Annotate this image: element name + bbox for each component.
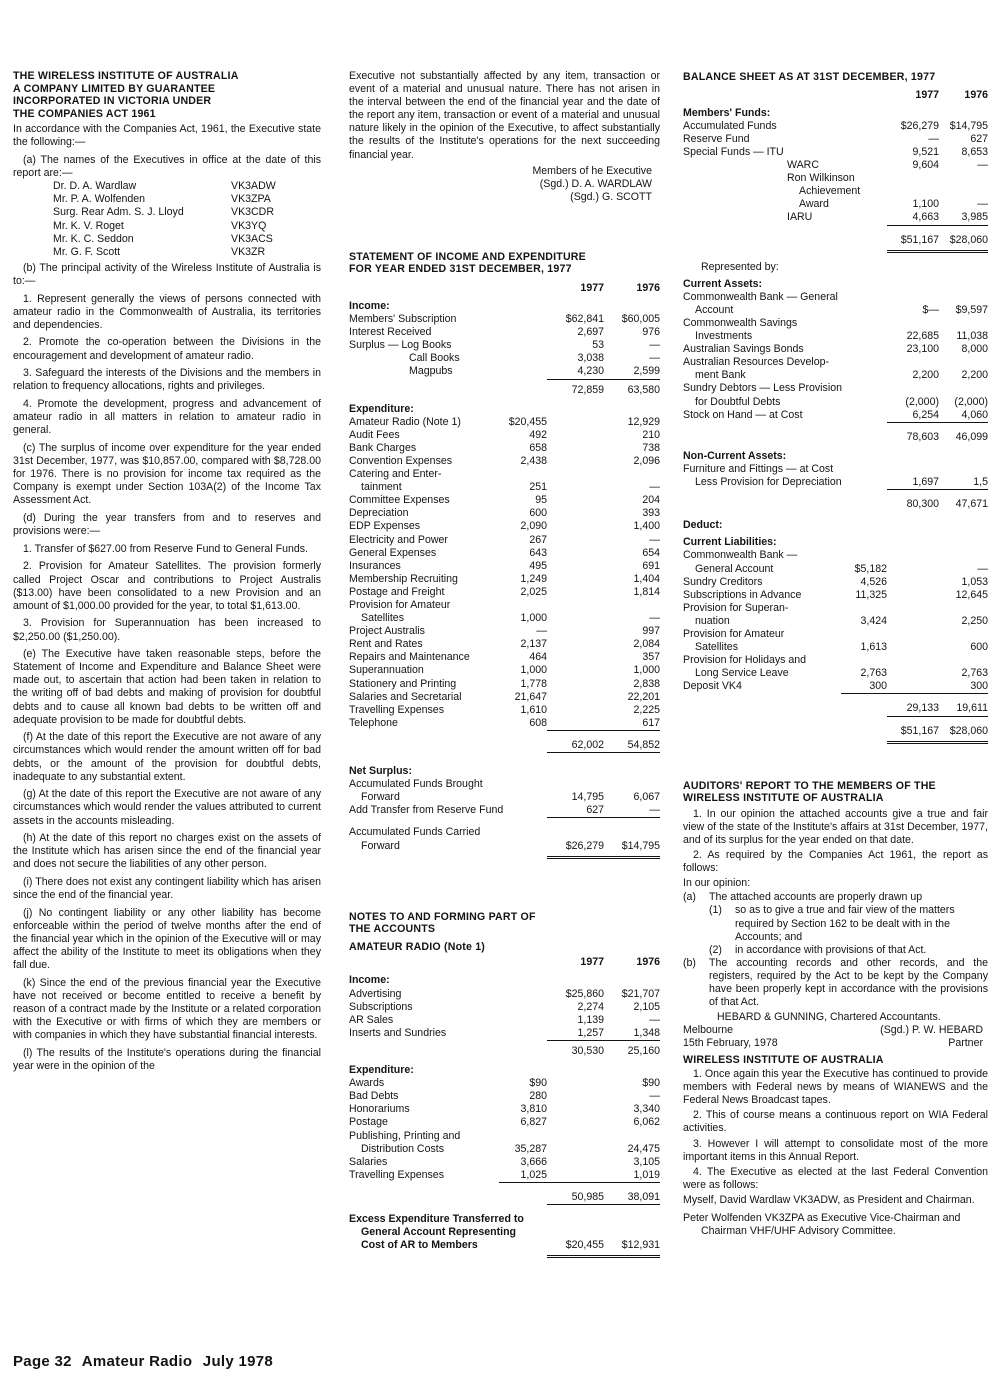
total-row: 29,133 19,611 [906,702,988,715]
table-row: IARU 4,663 3,985 [787,211,988,224]
paragraph: 3. However I will attempt to consolidate most of the more important items in this Annual Report. [683,1137,988,1163]
income-statement-table [349,282,660,859]
table-row: Provision for Holidays and [683,654,807,667]
table-row: Bad Debts 280 — [349,1090,660,1103]
section-label: Income: [349,974,390,987]
list-item: Mr. K. V. Roget VK3YQ [53,219,267,232]
opinion-list [683,891,988,1009]
paragraph: 2. As required by the Companies Act 1961, the report as follows: [683,849,988,875]
table-row: Add Transfer from Reserve Fund 627 — [349,804,660,817]
paragraph: (h) At the date of this report no charges exist on the assets of the Institute which has arisen since the end of the financial year and does not secure the liabilities of any other person. [13,832,321,871]
total-row: Forward $26,279 $14,795 [349,840,660,858]
year-header-row [349,282,660,296]
table-row: Catering and Enter- [349,468,442,481]
table-row: Achievement [799,185,861,198]
total-row: 80,300 47,671 [906,498,988,511]
signature-line: (Sgd.) G. SCOTT [570,190,652,203]
signature-line: (Sgd.) D. A. WARDLAW [539,177,652,190]
balance-sheet-column [683,70,988,1243]
table-row: Travelling Expenses 1,025 1,019 [349,1168,660,1181]
table-row: Membership Recruiting 1,249 1,404 [349,572,660,585]
paragraph: 1. Once again this year the Executive has continued to provide members with Federal news by means of WIANEWS and the Federal News Broadcast tapes. [683,1068,988,1107]
table-row: Distribution Costs 35,287 24,475 [361,1142,660,1155]
heading-line: INCORPORATED IN VICTORIA UNDER [13,95,212,108]
total-row: 30,530 25,160 [349,1040,660,1058]
table-row: Repairs and Maintenance 464 357 [349,651,660,664]
table-row: Postage 6,827 6,062 [349,1116,660,1129]
table-row: Sundry Debtors — Less Provision [683,382,842,395]
page-number: Page 32 [13,1353,72,1370]
table-row: Members' Subscription $62,841 $60,005 [349,313,660,326]
table-row: Ron Wilkinson [787,172,855,185]
table-row: Forward 14,795 6,067 [361,791,660,804]
total-row: $51,167 $28,060 [683,725,988,743]
table-row: Reserve Fund — 627 [683,132,988,145]
paragraph: 4. Promote the development, progress and advancement of amateur radio in all matters in relation to amateur radio in general. [13,398,321,437]
statement-title: STATEMENT OF INCOME AND EXPENDITURE [349,250,586,263]
table-row: Project Australis — 997 [349,625,660,638]
section-label: Members' Funds: [683,106,771,119]
paragraph: (k) Since the end of the previous financial year the Executive have not received or become entitled to receive a benefit by reason of a contract made by the Institute or a related corporation with the Executive or with firms of which they are members or with companies in which they have substantial financial interests. [13,976,321,1042]
year-header-row [683,89,988,103]
table-row: Account $— $9,597 [695,303,988,316]
table-row: Amateur Radio (Note 1) $20,455 12,929 [349,415,660,428]
table-row: Commonwealth Bank — General [683,290,838,303]
notes-subtitle: AMATEUR RADIO (Note 1) [349,940,486,953]
year-1977: 1977 [580,281,604,294]
table-row: Stock on Hand — at Cost 6,254 4,060 [683,408,988,421]
year-1977: 1977 [580,956,604,969]
year-1976: 1976 [636,281,660,294]
table-row: Electricity and Power 267 — [349,533,660,546]
table-row: Rent and Rates 2,137 2,084 [349,638,660,651]
executives-intro: (a) The names of the Executives in office at the date of this report are:— [13,154,321,180]
heading-line: A COMPANY LIMITED BY GUARANTEE [13,82,216,95]
paragraph: 2. Promote the co-operation between the Divisions in the encouragement and development of amateur radio. [13,336,321,362]
list-item: Mr. P. A. Wolfenden VK3ZPA [53,193,271,206]
heading-line: THE COMPANIES ACT 1961 [13,107,156,120]
section-label: Income: [349,299,390,312]
paragraph: (l) The results of the Institute's operations during the financial year were in the opinion of the [13,1046,321,1073]
executive-signatures [349,165,652,204]
auditor-signoff [683,1037,988,1050]
table-row: tainment 251 — [361,481,660,494]
table-row: General Account Representing [361,1226,517,1239]
section-label: Expenditure: [349,1064,414,1077]
table-row: Excess Expenditure Transferred to [349,1212,524,1225]
auditor-firm: HEBARD & GUNNING, Chartered Accountants. [717,1011,941,1024]
paragraph: (d) During the year transfers from and to reserves and provisions were:— [13,511,321,538]
paragraph: Peter Wolfenden VK3ZPA as Executive Vice-Chairman and Chairman VHF/UHF Advisory Committee. [683,1212,961,1238]
table-row: Interest Received 2,697 976 [349,326,660,339]
paragraph: In our opinion: [683,877,751,890]
paragraph: Myself, David Wardlaw VK3ADW, as President and Chairman. [683,1193,975,1206]
signature-line: Members of he Executive [532,164,652,177]
table-row: Inserts and Sundries 1,257 1,348 [349,1026,660,1039]
table-row: Bank Charges 658 738 [349,441,660,454]
table-row: Travelling Expenses 1,610 2,225 [349,703,660,716]
table-row: for Doubtful Debts (2,000) (2,000) [695,395,988,408]
table-row: Subscriptions 2,274 2,105 [349,1000,660,1013]
notes-title: THE ACCOUNTS [349,923,436,936]
table-row: Stationery and Printing 1,778 2,838 [349,677,660,690]
magazine-name: Amateur Radio [81,1353,193,1370]
table-row: Superannuation 1,000 1,000 [349,664,660,677]
year-1977: 1977 [915,88,939,101]
represented-label: Represented by: [701,260,779,273]
paragraph: (f) At the date of this report the Executive are not aware of any circumstances which would render the amount written off for bad debts, or the amount of the provision for doubtful debts, inadequate to any substantial extent. [13,731,321,783]
table-row: Australian Savings Bonds 23,100 8,000 [683,343,988,356]
paragraph: 4. The Executive as elected at the last Federal Convention were as follows: [683,1165,988,1191]
date: 15th February, 1978 [683,1037,778,1050]
table-row: Committee Expenses 95 204 [349,494,660,507]
total-row: $51,167 $28,060 [683,234,988,252]
table-row: Australian Resources Develop- [683,356,830,369]
table-row: Accumulated Funds Brought [349,778,483,791]
report-continuation: Executive not substantially affected by any item, transaction or event of a material and unusual nature. There has not arisen in the interval between the end of the financial year and the date of the report any item, transaction or event of a material and unusual nature likely in the opinion of the Executive, to affect substantially the results of the Institute's operations for the next succeeding financial year. [349,70,660,161]
table-row: WARC 9,604 — [787,159,988,172]
paragraph: 2. Provision for Amateur Satellites. The provision formerly called Project Oscar and contributions to Project Australis ($13.00) have been consolidated to a new Provision and an amount of $1,000.00 provided for the year, to total $1,613.00. [13,560,321,612]
executive-report-column [13,70,321,1078]
paragraph: 3. Provision for Superannuation has been increased to $2,250.00 ($1,250.00). [13,617,321,643]
auditors-title: WIRELESS INSTITUTE OF AUSTRALIA [683,792,884,805]
table-row: Audit Fees 492 210 [349,428,660,441]
table-row: Advertising $25,860 $21,707 [349,987,660,1000]
paragraph: (b) The principal activity of the Wireless Institute of Australia is to:— [13,261,321,287]
table-row: Long Service Leave 2,763 2,763 [695,667,988,680]
section-label: Non-Current Assets: [683,449,787,462]
total-row: 62,002 54,852 [571,738,660,751]
section-label: Expenditure: [349,402,414,415]
table-row: Accumulated Funds $26,279 $14,795 [683,119,988,132]
list-item: Surg. Rear Adm. S. J. Lloyd VK3CDR [53,206,274,219]
table-row: Magpubs 4,230 2,599 [409,365,660,378]
paragraph: (i) There does not exist any contingent liability which has arisen since the end of the financial year. [13,876,321,902]
table-row: Call Books 3,038 — [409,352,660,365]
total-row: 78,603 46,099 [906,430,988,443]
place: Melbourne [683,1024,734,1037]
table-row: Provision for Amateur [683,627,785,640]
paragraph: 2. This of course means a continuous report on WIA Federal activities. [683,1109,988,1135]
paragraph: (e) The Executive have taken reasonable steps, before the Statement of Income and Expenditure and Balance Sheet were made out, to ascertain that action had been taken in relation to the writing off of bad debts and making of provision for doubtful debts and to cause all known bad debts to be written off and adequate provision to be made for doubtful debts. [13,648,321,726]
table-row: Special Funds — ITU 9,521 8,653 [683,145,988,158]
report-intro: In accordance with the Companies Act, 1961, the Executive state the following:— [13,123,321,149]
table-row: EDP Expenses 2,090 1,400 [349,520,660,533]
paragraph: 1. In our opinion the attached accounts give a true and fair view of the state of the Institute's affairs at 31st December, 1977, and of its surplus for the year ended on that date. [683,807,988,846]
year-header-row [349,956,660,970]
table-row: Satellites 1,000 — [361,612,660,625]
table-row: ment Bank 2,200 2,200 [695,369,988,382]
list-item: Dr. D. A. Wardlaw VK3ADW [53,180,276,193]
table-row: Subscriptions in Advance 11,325 12,645 [683,588,988,601]
table-row: General Account $5,182 — [695,562,988,575]
table-row: Depreciation 600 393 [349,507,660,520]
total-row: 50,985 38,091 [571,1190,660,1203]
table-row: Sundry Creditors 4,526 1,053 [683,575,988,588]
balance-sheet-table [683,89,988,744]
section-label: Current Liabilities: [683,536,777,549]
balance-sheet-title: BALANCE SHEET AS AT 31ST DECEMBER, 1977 [683,71,936,83]
table-row: Convention Expenses 2,438 2,096 [349,454,660,467]
list-item: (1) so as to give a true and fair view of the matters required by Section 162 to be dealt with in the Accounts; and [709,904,955,943]
year-1976: 1976 [636,956,660,969]
table-row: Honorariums 3,810 3,340 [349,1103,660,1116]
auditor-signoff [683,1024,988,1037]
signed: (Sgd.) P. W. HEBARD [880,1024,983,1037]
table-row: Deposit VK4 300 300 [683,680,988,693]
table-row: General Expenses 643 654 [349,546,660,559]
table-row: Award 1,100 — [799,198,988,211]
paragraph: (g) At the date of this report the Executive are not aware of any circumstances which would render the values attributed to current assets in the accounts misleading. [13,788,321,827]
report-heading [13,70,321,120]
executive-list [53,180,321,259]
section-label: Deduct: [683,519,723,532]
issue-date: July 1978 [202,1353,274,1370]
list-item: (2) in accordance with provisions of that Act. [709,943,927,956]
table-row: Telephone 608 617 [349,716,660,729]
notes-title: NOTES TO AND FORMING PART OF [349,910,536,923]
table-row: nuation 3,424 2,250 [695,614,988,627]
heading-line: THE WIRELESS INSTITUTE OF AUSTRALIA [13,70,239,82]
page-footer [13,1355,279,1368]
year-1976: 1976 [964,88,988,101]
table-row: Awards $90 $90 [349,1077,660,1090]
section-label: Current Assets: [683,277,763,290]
income-statement-column [349,70,660,1258]
table-row: Investments 22,685 11,038 [695,330,988,343]
table-row: Furniture and Fittings — at Cost [683,462,834,475]
list-item: (b) The accounting records and other records, and the registers, required by the Act to be kept by the Company have been properly kept in accordance with the provisions of that Act. [683,956,988,1009]
table-row: Provision for Amateur [349,599,451,611]
table-row: Accumulated Funds Carried [349,826,481,839]
table-row: Less Provision for Depreciation 1,697 1,5 [695,476,988,489]
list-item: Mr. G. F. Scott VK3ZR [53,245,266,258]
table-row: Commonwealth Savings [683,317,798,329]
table-row: Surplus — Log Books 53 — [349,339,660,352]
table-row: AR Sales 1,139 — [349,1013,660,1026]
total-row: 72,859 63,580 [349,379,660,397]
table-row: Satellites 1,613 600 [695,641,988,654]
report-paragraphs [13,262,321,1073]
paragraph: 1. Represent generally the views of persons connected with amateur radio in the Commonwealth of Australia, its territories and dependencies. [13,292,321,331]
statement-title: FOR YEAR ENDED 31ST DECEMBER, 1977 [349,263,572,276]
total-row: Cost of AR to Members $20,455 $12,931 [349,1239,660,1257]
list-item: Mr. K. C. Seddon VK3ACS [53,232,273,245]
table-row: Provision for Superan- [683,601,789,614]
wia-title: WIRELESS INSTITUTE OF AUSTRALIA [683,1053,884,1066]
table-row: Salaries 3,666 3,105 [349,1155,660,1168]
paragraph: 3. Safeguard the interests of the Divisions and the members in relation to frequency allocations, rights and privileges. [13,367,321,393]
paragraph: (c) The surplus of income over expenditure for the year ended 31st December, 1977, was $10,857.00, compared with $8,728.00 for 1976. There is no provision for income tax required as the Company is exempt under Section 103A(2) of the Income Tax Assessment Act. [13,441,321,507]
section-label: Net Surplus: [349,765,412,778]
paragraph: (j) No contingent liability or any other liability has become enforceable within the period of twelve months after the end of the financial year which in the opinion of the Executive will or may affect the ability of the Institute to meet its obligations when they fall due. [13,906,321,972]
table-row: Salaries and Secretarial 21,647 22,201 [349,690,660,703]
table-row: Postage and Freight 2,025 1,814 [349,585,660,598]
paragraph: 1. Transfer of $627.00 from Reserve Fund to General Funds. [23,542,309,555]
auditors-title: AUDITORS' REPORT TO THE MEMBERS OF THE [683,779,936,792]
list-item: (a) The attached accounts are properly drawn up [683,891,923,904]
table-row: Publishing, Printing and [349,1129,461,1142]
role: Partner [948,1037,983,1050]
table-row: Commonwealth Bank — [683,549,798,562]
table-row: Insurances 495 691 [349,559,660,572]
amateur-radio-note-table [349,956,660,1258]
